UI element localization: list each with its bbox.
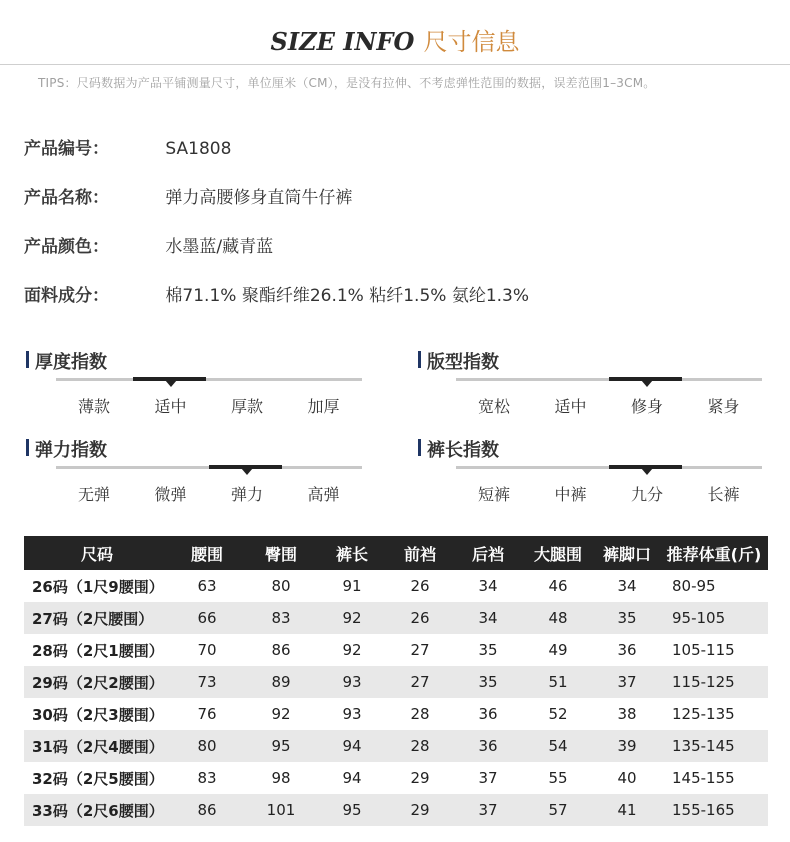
product-fabric-value: 棉71.1% 聚酯纤维26.1% 粘纤1.5% 氨纶1.3%	[165, 286, 530, 306]
weight-cell: 80-95	[672, 577, 716, 595]
measure-cell: 28	[410, 705, 430, 723]
measure-cell: 54	[522, 730, 594, 762]
measure-cell: 89	[244, 666, 318, 698]
fit-index-title: 版型指数	[418, 348, 499, 374]
table-row	[24, 634, 768, 666]
size-table-body	[24, 570, 768, 826]
measure-cell: 27	[410, 641, 430, 659]
stretch-option: 弹力	[230, 485, 263, 504]
product-name-row	[24, 183, 352, 208]
stretch-scale-marker	[241, 468, 253, 475]
measure-cell: 92	[271, 705, 291, 723]
measure-cell: 91	[342, 577, 362, 595]
fit-scale-labels	[456, 394, 762, 414]
page-header	[0, 22, 790, 57]
measure-cell: 86	[271, 641, 291, 659]
measure-cell: 34	[617, 577, 637, 595]
table-header-cell: 前裆	[386, 536, 454, 570]
size-cell: 28码（2尺1腰围）	[32, 641, 164, 660]
measure-cell: 92	[342, 641, 362, 659]
measure-cell: 95	[318, 794, 386, 826]
size-cell: 31码（2尺4腰围）	[24, 730, 170, 762]
measure-cell: 70	[197, 641, 217, 659]
tips-text: TIPS：尺码数据为产品平铺测量尺寸，单位厘米（CM），是没有拉伸、不考虑弹性范围的数据，误差范围1–3CM。	[38, 76, 656, 90]
measure-cell: 95	[244, 730, 318, 762]
fit-scale-marker	[641, 380, 653, 387]
thickness-option: 薄款	[77, 397, 110, 416]
weight-cell: 115-125	[660, 666, 768, 698]
table-row	[24, 794, 768, 826]
stretch-scale-labels	[56, 482, 362, 502]
measure-cell: 39	[594, 730, 660, 762]
measure-cell: 35	[454, 666, 522, 698]
table-header-cell: 后裆	[454, 536, 522, 570]
product-color-value: 水墨蓝/藏青蓝	[165, 237, 274, 257]
weight-cell: 125-135	[672, 705, 735, 723]
table-row	[24, 666, 768, 698]
measure-cell: 40	[617, 769, 637, 787]
table-row	[24, 730, 768, 762]
measure-cell: 46	[548, 577, 568, 595]
table-header-cell: 裤脚口	[594, 536, 660, 570]
length-scale-bar	[456, 466, 762, 469]
thickness-scale-marker	[165, 380, 177, 387]
weight-cell: 105-115	[672, 641, 735, 659]
header-divider	[0, 64, 790, 65]
measure-cell: 37	[594, 666, 660, 698]
fit-option: 修身	[630, 397, 663, 416]
measure-cell: 26	[386, 602, 454, 634]
length-scale-labels	[456, 482, 762, 502]
measure-cell: 93	[318, 666, 386, 698]
measure-cell: 49	[548, 641, 568, 659]
measure-cell: 101	[244, 794, 318, 826]
measure-cell: 37	[454, 794, 522, 826]
table-header-cell: 裤长	[318, 536, 386, 570]
thickness-option: 适中	[154, 397, 187, 416]
title-chinese: 尺寸信息	[423, 28, 520, 56]
measure-cell: 36	[478, 705, 498, 723]
measure-cell: 92	[318, 602, 386, 634]
thickness-index-title: 厚度指数	[26, 348, 107, 374]
size-cell: 27码（2尺腰围）	[24, 602, 170, 634]
table-header-cell: 臀围	[244, 536, 318, 570]
thickness-index	[26, 348, 376, 428]
table-header-cell: 大腿围	[522, 536, 594, 570]
fit-index	[418, 348, 768, 428]
measure-cell: 35	[478, 641, 498, 659]
measure-cell: 36	[454, 730, 522, 762]
weight-cell: 95-105	[660, 602, 768, 634]
weight-cell: 155-165	[660, 794, 768, 826]
measure-cell: 80	[271, 577, 291, 595]
product-fabric-row	[24, 281, 529, 306]
measure-cell: 73	[170, 666, 244, 698]
table-row	[24, 602, 768, 634]
stretch-option: 无弹	[77, 485, 110, 504]
table-row	[24, 698, 768, 730]
product-fabric-label: 面料成分：	[24, 286, 109, 306]
measure-cell: 66	[170, 602, 244, 634]
length-option: 九分	[630, 485, 663, 504]
table-row	[24, 570, 768, 602]
product-code-value: SA1808	[165, 139, 232, 159]
length-index	[418, 436, 768, 516]
product-color-row	[24, 232, 273, 257]
fit-option: 适中	[554, 397, 587, 416]
measure-cell: 80	[170, 730, 244, 762]
thickness-scale-bar	[56, 378, 362, 381]
measure-cell: 76	[197, 705, 217, 723]
measure-cell: 83	[197, 769, 217, 787]
product-color-label: 产品颜色：	[24, 237, 109, 257]
length-option: 短裤	[477, 485, 510, 504]
measure-cell: 29	[410, 769, 430, 787]
measure-cell: 52	[548, 705, 568, 723]
measure-cell: 34	[478, 577, 498, 595]
size-table	[24, 536, 768, 826]
product-name-value: 弹力高腰修身直筒牛仔裤	[165, 188, 353, 208]
size-cell: 30码（2尺3腰围）	[32, 705, 164, 724]
measure-cell: 35	[594, 602, 660, 634]
weight-cell: 145-155	[672, 769, 735, 787]
table-header-cell: 尺码	[24, 536, 170, 570]
stretch-option: 高弹	[307, 485, 340, 504]
measure-cell: 98	[271, 769, 291, 787]
measure-cell: 94	[318, 730, 386, 762]
measure-cell: 93	[342, 705, 362, 723]
size-cell: 32码（2尺5腰围）	[32, 769, 164, 788]
size-table-container	[24, 536, 768, 826]
length-index-title: 裤长指数	[418, 436, 499, 462]
table-row	[24, 762, 768, 794]
stretch-index-title: 弹力指数	[26, 436, 107, 462]
size-cell: 29码（2尺2腰围）	[24, 666, 170, 698]
measure-cell: 55	[548, 769, 568, 787]
thickness-option: 厚款	[230, 397, 263, 416]
table-header-cell: 推荐体重(斤)	[660, 536, 768, 570]
fit-scale-bar	[456, 378, 762, 381]
thickness-scale-labels	[56, 394, 362, 414]
measure-cell: 29	[386, 794, 454, 826]
size-cell: 26码（1尺9腰围）	[32, 577, 164, 596]
length-option: 长裤	[707, 485, 740, 504]
measure-cell: 48	[522, 602, 594, 634]
thickness-option: 加厚	[307, 397, 340, 416]
stretch-option: 微弹	[154, 485, 187, 504]
length-scale-marker	[641, 468, 653, 475]
table-header-row	[24, 536, 768, 570]
measure-cell: 41	[594, 794, 660, 826]
measure-cell: 34	[454, 602, 522, 634]
measure-cell: 83	[244, 602, 318, 634]
measure-cell: 26	[410, 577, 430, 595]
fit-option: 宽松	[477, 397, 510, 416]
stretch-scale-bar	[56, 466, 362, 469]
fit-option: 紧身	[707, 397, 740, 416]
measure-cell: 27	[386, 666, 454, 698]
measure-cell: 38	[617, 705, 637, 723]
product-code-row	[24, 134, 231, 159]
measure-cell: 63	[197, 577, 217, 595]
stretch-index	[26, 436, 376, 516]
length-option: 中裤	[554, 485, 587, 504]
product-name-label: 产品名称：	[24, 188, 109, 208]
measure-cell: 86	[170, 794, 244, 826]
measure-cell: 51	[522, 666, 594, 698]
measure-cell: 36	[617, 641, 637, 659]
measure-cell: 94	[342, 769, 362, 787]
table-header-cell: 腰围	[170, 536, 244, 570]
title-english: SIZE INFO	[270, 27, 415, 56]
measure-cell: 28	[386, 730, 454, 762]
product-code-label: 产品编号：	[24, 139, 109, 159]
measure-cell: 57	[522, 794, 594, 826]
weight-cell: 135-145	[660, 730, 768, 762]
size-cell: 33码（2尺6腰围）	[24, 794, 170, 826]
measure-cell: 37	[478, 769, 498, 787]
